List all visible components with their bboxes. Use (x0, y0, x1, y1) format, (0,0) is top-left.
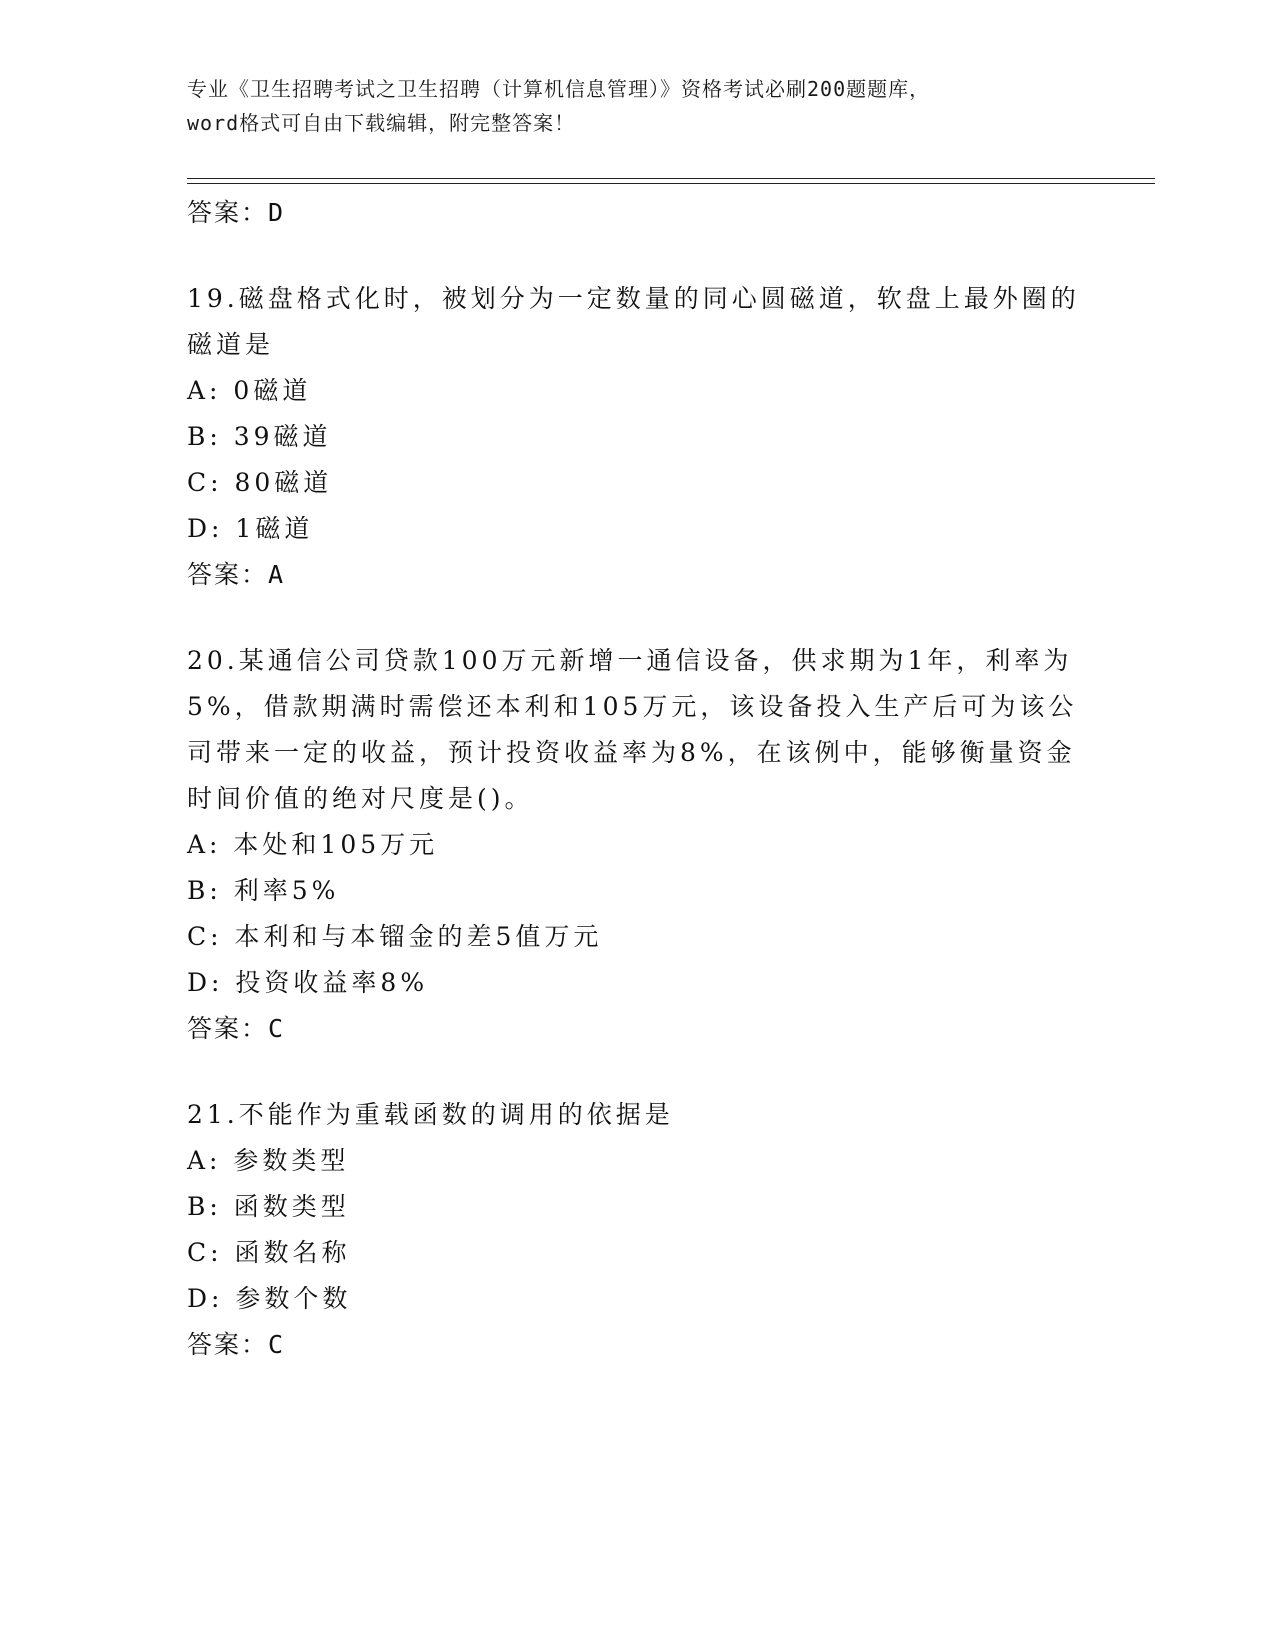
option-d: D: 参数个数 (187, 1284, 352, 1313)
header-divider-bottom (187, 183, 1155, 184)
option-d: D: 1磁道 (187, 514, 314, 543)
option-a: A: 本处和105万元 (187, 830, 439, 859)
question-stem: 21.不能作为重载函数的调用的依据是 (187, 1100, 674, 1129)
option-c: C: 本利和与本镏金的差5值万元 (187, 922, 603, 951)
question-21 (187, 1092, 1087, 1368)
question-19 (187, 276, 1087, 598)
option-c: C: 80磁道 (187, 468, 333, 497)
option-c: C: 函数名称 (187, 1238, 351, 1267)
question-answer: 答案：C (187, 1014, 286, 1043)
header-divider-top (187, 178, 1155, 179)
document-body (187, 190, 1087, 1368)
question-stem: 19.磁盘格式化时，被划分为一定数量的同心圆磁道，软盘上最外圈的磁道是 (187, 284, 1080, 359)
option-d: D: 投资收益率8% (187, 968, 429, 997)
header-line-2: word格式可自由下载编辑，附完整答案！ (187, 111, 576, 135)
option-b: B: 39磁道 (187, 422, 332, 451)
option-a: A: 0磁道 (187, 376, 312, 405)
option-b: B: 利率5% (187, 876, 340, 905)
question-answer: 答案：A (187, 560, 286, 589)
question-answer: 答案：C (187, 1330, 286, 1359)
previous-answer: 答案：D (187, 198, 286, 227)
option-b: B: 函数类型 (187, 1192, 350, 1221)
option-a: A: 参数类型 (187, 1146, 350, 1175)
question-stem: 20.某通信公司贷款100万元新增一通信设备，供求期为1年，利率为5%，借款期满时需偿还本利和105万元，该设备投入生产后可为该公司带来一定的收益，预计投资收益率为8%，在该例中，能够衡量资金时间价值的绝对尺度是()。 (187, 646, 1078, 813)
header-line-1: 专业《卫生招聘考试之卫生招聘（计算机信息管理）》资格考试必刷200题题库， (187, 77, 931, 101)
document-header (187, 72, 1087, 140)
question-20 (187, 638, 1087, 1052)
